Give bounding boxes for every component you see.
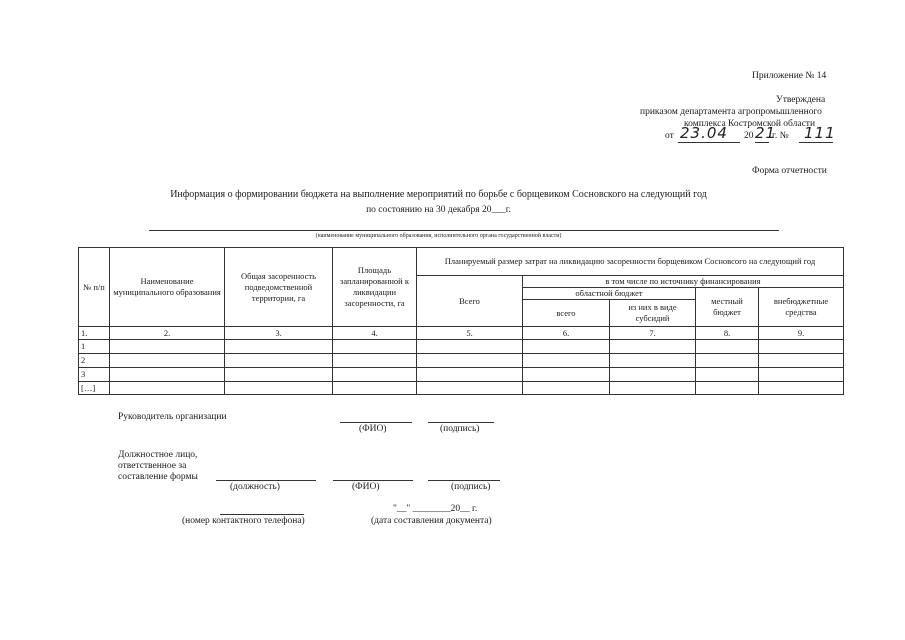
column-number-row (79, 327, 844, 340)
official-position-caption: (должность) (230, 482, 280, 492)
col-num-header: № п/п (79, 248, 110, 327)
head-signature-caption: (подпись) (440, 424, 480, 434)
official-label-2: ответственное за (118, 461, 187, 471)
col-number: 6. (523, 327, 610, 340)
table-row (79, 382, 844, 395)
col-local-header: местный бюджет (696, 288, 759, 327)
org-name-caption: (наименование муниципального образования, исполнительного органа государственной власти) (315, 233, 562, 239)
budget-table (78, 247, 844, 395)
approved-label: Утверждена (776, 95, 826, 105)
row-number: 2 (79, 354, 110, 368)
order-from-label: от (665, 131, 674, 141)
official-label-1: Должностное лицо, (118, 450, 198, 460)
appendix-label: Приложение № 14 (752, 71, 827, 81)
col-regional-header: областной бюджет (523, 288, 696, 300)
as-of-date: по состоянию на 30 декабря 20___г. (366, 205, 511, 215)
col-number: 2. (110, 327, 225, 340)
phone-caption: (номер контактного телефона) (182, 516, 305, 526)
order-number-label: г. № (772, 131, 789, 141)
order-year-prefix: 20 (744, 131, 754, 141)
col-planned-header: Площадь запланированной к ликвидации засоренности, га (333, 248, 417, 327)
date-caption: (дата составления документа) (371, 516, 492, 526)
col-number: 3. (225, 327, 333, 340)
col-regional-subsidies-header: из них в виде субсидий (610, 300, 696, 327)
col-regional-total-header: всего (523, 300, 610, 327)
handwritten-date: 23.04 (680, 124, 728, 142)
col-number: 7. (610, 327, 696, 340)
col-number: 9. (759, 327, 844, 340)
col-name-header: Наименование муниципального образования (110, 248, 225, 327)
col-area-header: Общая засоренность подведомственной территории, га (225, 248, 333, 327)
col-cost-header: Планируемый размер затрат на ликвидацию засоренности борщевиком Сосновсого на следующий год (417, 248, 844, 276)
col-number: 4. (333, 327, 417, 340)
head-fio-caption: (ФИО) (359, 424, 387, 434)
document-title: Информация о формировании бюджета на выполнение мероприятий по борьбе с борщевиком Сосновского на следующий год (170, 189, 707, 200)
official-signature-caption: (подпись) (451, 482, 491, 492)
table-row (79, 340, 844, 354)
row-number: 1 (79, 340, 110, 354)
table-row (79, 354, 844, 368)
col-number: 8. (696, 327, 759, 340)
official-fio-caption: (ФИО) (352, 482, 380, 492)
col-total-header: Всего (417, 276, 523, 327)
handwritten-number: 111 (804, 124, 836, 142)
order-line-1: приказом департамента агропромышленного (640, 107, 822, 117)
row-number: 3 (79, 368, 110, 382)
form-type-label: Форма отчетности (752, 166, 827, 176)
col-sources-header: в том числе по источнику финансирования (523, 276, 844, 288)
handwritten-year: 21 (755, 124, 777, 142)
document-date-line: "__" ________20__ г. (393, 504, 478, 514)
head-label: Руководитель организации (118, 412, 227, 422)
table-row (79, 368, 844, 382)
official-label-3: составление формы (118, 472, 198, 482)
order-line-2: комплекса Костромской области (684, 119, 816, 129)
row-number: […] (79, 382, 110, 395)
col-number: 1. (79, 327, 110, 340)
col-number: 5. (417, 327, 523, 340)
col-extra-header: внебюджетные средства (759, 288, 844, 327)
